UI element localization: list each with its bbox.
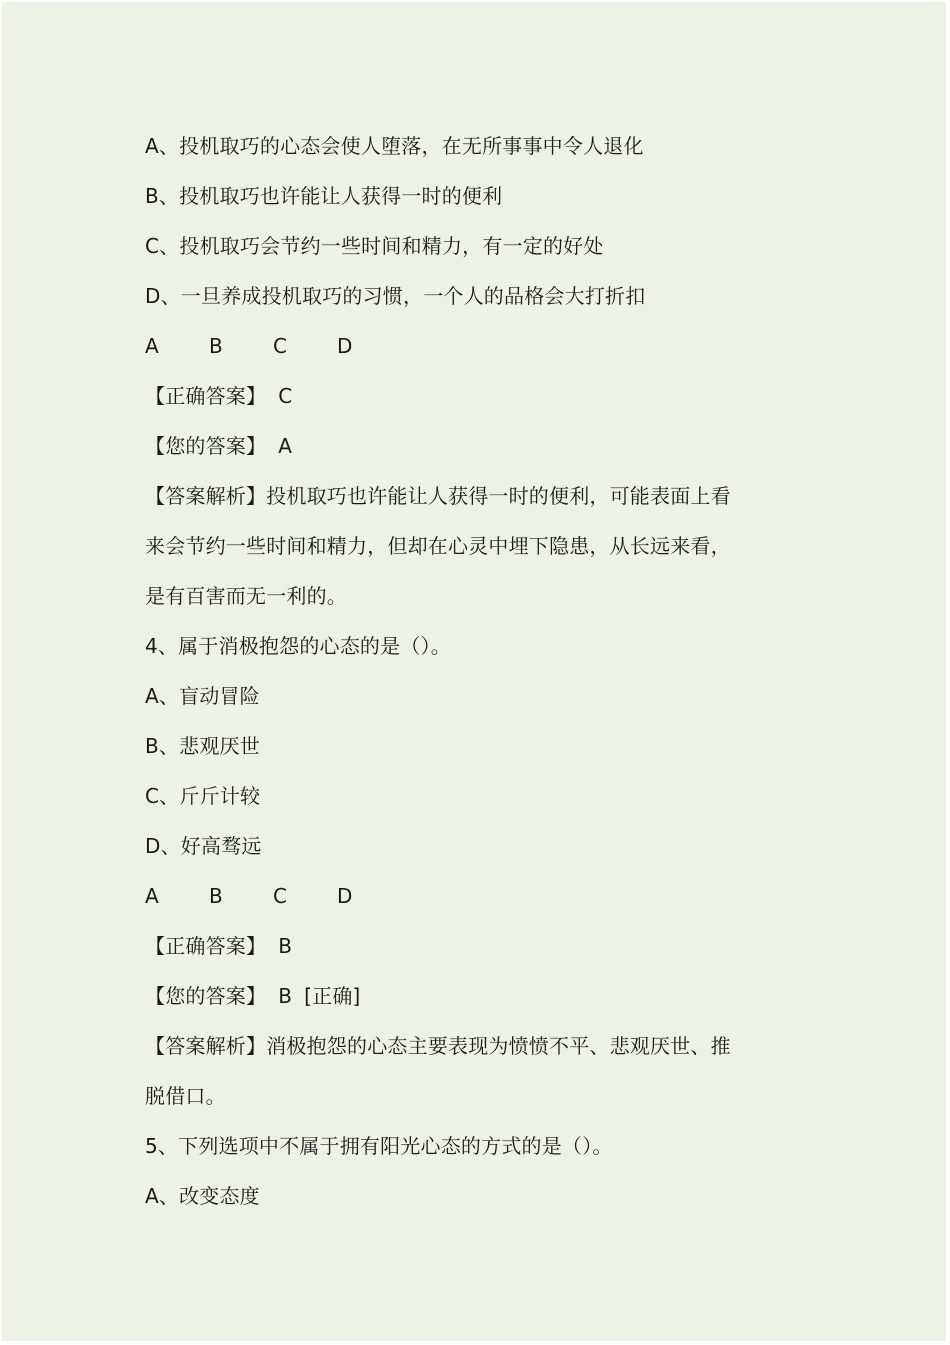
q3-choice-d[interactable]: D <box>337 334 353 358</box>
q4-correct-label: 【正确答案】 <box>145 934 267 958</box>
q4-option-b: B、悲观厌世 <box>145 734 260 758</box>
q4-choice-a[interactable]: A <box>145 884 159 908</box>
q4-question: 4、属于消极抱怨的心态的是（）。 <box>145 634 451 658</box>
document-content <box>145 132 765 1232</box>
q3-analysis-line-1: 【答案解析】投机取巧也许能让人获得一时的便利，可能表面上看 <box>145 484 731 508</box>
q3-option-c: C、投机取巧会节约一些时间和精力，有一定的好处 <box>145 234 604 258</box>
q4-correct-value: B <box>278 934 293 958</box>
q3-choice-b[interactable]: B <box>209 334 223 358</box>
q3-your-value: A <box>278 434 293 458</box>
q3-correct-value: C <box>278 384 293 408</box>
q3-choice-c[interactable]: C <box>273 334 288 358</box>
q4-option-d: D、好高骛远 <box>145 834 262 858</box>
q3-option-b: B、投机取巧也许能让人获得一时的便利 <box>145 184 503 208</box>
q4-choice-row <box>145 882 765 932</box>
q4-answer-status: [正确] <box>304 984 361 1008</box>
q4-choice-c[interactable]: C <box>273 884 288 908</box>
q4-your-value: B <box>278 984 293 1008</box>
q4-correct-answer <box>145 932 765 982</box>
q3-your-label: 【您的答案】 <box>145 434 267 458</box>
document-page <box>2 2 946 1341</box>
q3-choice-a[interactable]: A <box>145 334 159 358</box>
q3-option-d: D、一旦养成投机取巧的习惯，一个人的品格会大打折扣 <box>145 284 646 308</box>
q5-option-a: A、改变态度 <box>145 1184 260 1208</box>
q3-correct-answer <box>145 382 765 432</box>
q3-your-answer <box>145 432 765 482</box>
q4-your-label: 【您的答案】 <box>145 984 267 1008</box>
q4-choice-b[interactable]: B <box>209 884 223 908</box>
q3-analysis-line-3: 是有百害而无一利的。 <box>145 584 347 608</box>
q4-option-a: A、盲动冒险 <box>145 684 260 708</box>
q4-choice-d[interactable]: D <box>337 884 353 908</box>
q3-option-a: A、投机取巧的心态会使人堕落，在无所事事中令人退化 <box>145 134 644 158</box>
q4-analysis-line-2: 脱借口。 <box>145 1084 226 1108</box>
q3-analysis-line-2: 来会节约一些时间和精力，但却在心灵中埋下隐患，从长远来看， <box>145 534 731 558</box>
q5-question: 5、下列选项中不属于拥有阳光心态的方式的是（）。 <box>145 1134 613 1158</box>
q3-correct-label: 【正确答案】 <box>145 384 267 408</box>
q4-analysis-line-1: 【答案解析】消极抱怨的心态主要表现为愤愤不平、悲观厌世、推 <box>145 1034 731 1058</box>
q4-option-c: C、斤斤计较 <box>145 784 261 808</box>
q4-your-answer <box>145 982 765 1032</box>
q3-choice-row <box>145 332 765 382</box>
